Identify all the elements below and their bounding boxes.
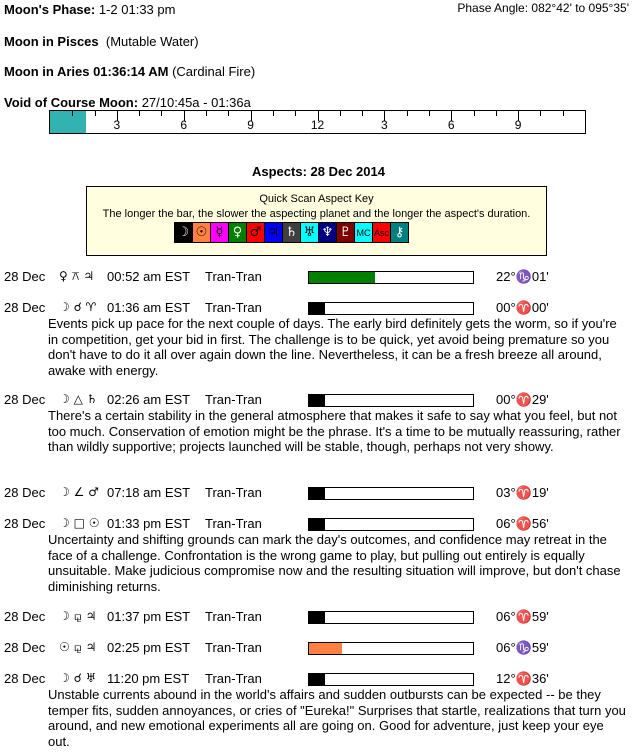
aspect-type: Tran-Tran xyxy=(205,300,262,315)
ascendant-icon: Asc xyxy=(373,223,391,242)
aspect-row-line xyxy=(4,485,634,501)
aspect-degree: 06°♈56' xyxy=(496,516,549,531)
moon-sign-2 xyxy=(4,64,255,79)
timeline-tick xyxy=(95,111,96,116)
aspect-glyphs: ☽ ∠ ♂ xyxy=(59,485,99,499)
aspect-row-line xyxy=(4,269,634,285)
aspect-row xyxy=(4,671,634,749)
key-description: The longer the bar, the slower the aspecting planet and the longer the aspect's duration. xyxy=(102,208,531,220)
aspect-date: 28 Dec xyxy=(4,671,46,686)
aspect-duration-fill xyxy=(309,643,342,654)
timeline-tick xyxy=(139,111,140,116)
jupiter-icon: ♃ xyxy=(265,223,283,242)
timeline-tick xyxy=(72,111,73,116)
key-title: Quick Scan Aspect Key xyxy=(259,193,374,205)
midheaven-icon: MC xyxy=(355,223,373,242)
mars-icon: ♂ xyxy=(247,223,265,242)
aspect-date: 28 Dec xyxy=(4,485,46,500)
phase-angle: Phase Angle: 082°42' to 095°35' xyxy=(457,1,629,15)
moon-sign-1-label: Moon in Pisces xyxy=(4,34,99,49)
voc-value: 27/10:45a - 01:36a xyxy=(141,95,251,110)
aspect-duration-bar xyxy=(308,302,474,315)
timeline-tick xyxy=(407,111,408,116)
aspect-duration-fill xyxy=(309,488,325,499)
aspect-time: 07:18 am EST xyxy=(107,485,191,500)
aspect-date: 28 Dec xyxy=(4,516,46,531)
aspect-degree: 06°♑59' xyxy=(496,640,549,655)
aspect-glyphs: ♀ ⚻ ♃ xyxy=(59,269,95,283)
aspect-duration-fill xyxy=(309,395,325,406)
aspect-duration-fill xyxy=(309,303,325,314)
aspect-duration-fill xyxy=(309,674,325,685)
moon-sign-1 xyxy=(4,34,199,49)
key-icons xyxy=(174,222,409,243)
timeline-tick xyxy=(429,111,430,116)
timeline-label: 6 xyxy=(180,118,188,132)
aspect-row xyxy=(4,269,634,285)
timeline-tick xyxy=(362,111,363,116)
timeline-tick xyxy=(228,111,229,116)
aspect-date: 28 Dec xyxy=(4,269,46,284)
aspect-duration-bar xyxy=(308,394,474,407)
aspect-row xyxy=(4,640,634,656)
timeline-label: 3 xyxy=(381,118,388,132)
moon-phase-label: Moon's Phase: xyxy=(4,2,96,17)
timeline-label: 12 xyxy=(310,118,325,132)
aspect-row xyxy=(4,609,634,625)
moon-sign-1-desc: (Mutable Water) xyxy=(105,34,199,49)
neptune-icon: ♆ xyxy=(319,223,337,242)
aspect-duration-fill xyxy=(309,612,325,623)
timeline-tick xyxy=(496,111,497,116)
pluto-icon: ♇ xyxy=(337,223,355,242)
aspect-description: Unstable currents abound in the world's affairs and sudden outbursts can be expected -- be they temper fits, sudden annoyances, or cries of "Eureka!" Surprises that startle, realizations that turn you around, and new emotional experiments all are going on. Good for adventure, just keep your eye out. xyxy=(48,687,626,749)
aspect-glyphs: ☽ ⚼ ♃ xyxy=(59,609,97,623)
aspect-degree: 12°♈36' xyxy=(496,671,549,686)
aspect-glyphs: ☽ ☌ ♈ xyxy=(59,300,97,314)
aspect-type: Tran-Tran xyxy=(205,269,262,284)
moon-phase-value: 1-2 01:33 pm xyxy=(98,2,176,17)
aspect-time: 11:20 pm EST xyxy=(107,671,190,686)
sun-icon: ☉ xyxy=(193,223,211,242)
aspect-row-line xyxy=(4,516,634,532)
aspect-duration-bar xyxy=(308,271,474,284)
aspect-date: 28 Dec xyxy=(4,392,46,407)
aspects-title: Aspects: 28 Dec 2014 xyxy=(252,164,385,179)
aspect-description: Uncertainty and shifting grounds can mark the day's outcomes, and confidence may retreat in the face of a challenge. Confrontation is the wrong game to play, but pulling out entirely is equally unsuitable. Make judicious compromise now and the resulting situation will improve, but don't chase diminishing returns. xyxy=(48,532,621,594)
aspect-date: 28 Dec xyxy=(4,609,46,624)
mercury-icon: ☿ xyxy=(211,223,229,242)
aspect-degree: 22°♑01' xyxy=(496,269,549,284)
aspect-glyphs: ☽ □ ☉ xyxy=(59,516,100,530)
voc-label: Void of Course Moon: xyxy=(4,95,139,110)
timeline-label: 9 xyxy=(247,118,254,132)
aspect-row-line xyxy=(4,392,634,408)
aspect-row-line xyxy=(4,671,634,687)
moon-icon: ☽ xyxy=(175,223,193,242)
aspect-duration-fill xyxy=(309,519,325,530)
aspect-time: 02:26 am EST xyxy=(107,392,191,407)
aspect-row xyxy=(4,516,634,594)
moon-sign-2-label: Moon in Aries 01:36:14 AM xyxy=(4,64,169,79)
aspect-type: Tran-Tran xyxy=(205,516,262,531)
aspect-degree: 00°♈00' xyxy=(496,300,549,315)
aspect-row-line xyxy=(4,300,634,316)
timeline-tick xyxy=(540,111,541,116)
aspect-description: There's a certain stability in the general atmosphere that makes it safe to say what you feel, but not too much. Conservation of emotion might be the phrase. It's a time to be mutually reassuring, rather than wildly supportive; projects launched will be stable, though, perhaps not very showy. xyxy=(48,408,621,454)
chiron-icon: ⚷ xyxy=(391,223,408,242)
void-of-course-timeline xyxy=(49,110,586,134)
aspect-duration-bar xyxy=(308,487,474,500)
aspect-row xyxy=(4,485,634,501)
timeline-tick xyxy=(340,111,341,116)
aspect-type: Tran-Tran xyxy=(205,485,262,500)
timeline-tick xyxy=(295,111,296,116)
aspect-time: 01:37 pm EST xyxy=(107,609,191,624)
void-of-course xyxy=(4,95,251,110)
aspect-type: Tran-Tran xyxy=(205,671,262,686)
aspect-duration-fill xyxy=(309,272,375,283)
aspect-degree: 03°♈19' xyxy=(496,485,549,500)
aspect-glyphs: ☽ ☌ ♅ xyxy=(59,671,97,685)
aspect-type: Tran-Tran xyxy=(205,609,262,624)
aspect-row-line xyxy=(4,609,634,625)
timeline-label: 3 xyxy=(113,118,121,132)
aspect-row xyxy=(4,300,634,378)
aspect-degree: 06°♈59' xyxy=(496,609,549,624)
aspect-date: 28 Dec xyxy=(4,300,46,315)
aspect-duration-bar xyxy=(308,673,474,686)
aspect-date: 28 Dec xyxy=(4,640,46,655)
timeline-tick xyxy=(273,111,274,116)
aspect-time: 01:33 pm EST xyxy=(107,516,191,531)
aspect-glyphs: ☉ ⚼ ♃ xyxy=(59,640,97,654)
uranus-icon: ♅ xyxy=(301,223,319,242)
aspect-key-box xyxy=(86,186,547,256)
aspect-row-line xyxy=(4,640,634,656)
aspect-duration-bar xyxy=(308,642,474,655)
timeline-tick xyxy=(206,111,207,116)
moon-phase xyxy=(4,2,175,17)
aspect-glyphs: ☽ △ ♄ xyxy=(59,392,98,406)
timeline-tick xyxy=(474,111,475,116)
aspect-time: 02:25 pm EST xyxy=(107,640,191,655)
aspect-type: Tran-Tran xyxy=(205,640,262,655)
venus-icon: ♀ xyxy=(229,223,247,242)
saturn-icon: ♄ xyxy=(283,223,301,242)
aspect-time: 00:52 am EST xyxy=(107,269,191,284)
timeline-tick xyxy=(161,111,162,116)
aspect-description: Events pick up pace for the next couple of days. The early bird definitely gets the worm, so if you're in competition, get your bid in first. The challenge is to be quick, yet avoid being premature so you don't have to do it all over again down the line. Nevertheless, it can be a fresh breeze all around, awake with energy. xyxy=(48,316,617,378)
aspect-type: Tran-Tran xyxy=(205,392,262,407)
aspect-time: 01:36 am EST xyxy=(107,300,191,315)
aspect-duration-bar xyxy=(308,518,474,531)
timeline-tick xyxy=(563,111,564,116)
moon-sign-2-desc: (Cardinal Fire) xyxy=(172,64,256,79)
aspect-degree: 00°♈29' xyxy=(496,392,549,407)
aspect-duration-bar xyxy=(308,611,474,624)
timeline-label: 9 xyxy=(514,118,522,132)
void-of-course-fill xyxy=(50,111,86,133)
aspect-row xyxy=(4,392,634,455)
timeline-label: 6 xyxy=(447,118,455,132)
